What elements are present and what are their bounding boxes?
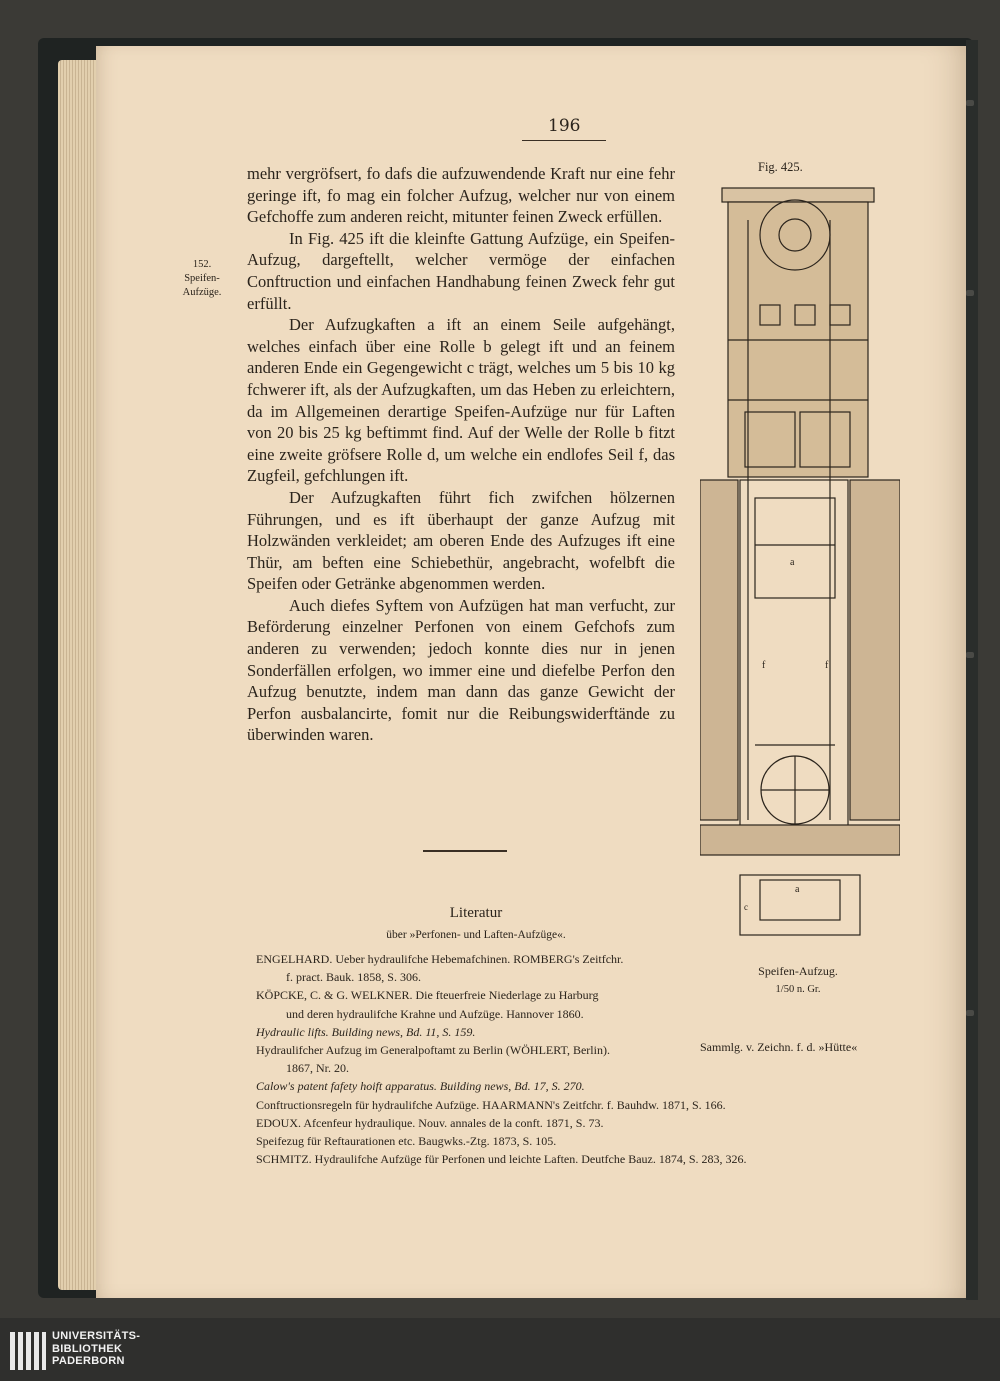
car-a [755, 498, 835, 598]
reference: SCHMITZ. Hydraulifche Aufzüge für Perfonen und leichte Laften. Deutfche Bauz. 1874, S. 283, 326. [256, 1152, 747, 1167]
paragraph: Der Aufzugkaften führt fich zwifchen hölzernen Führungen, und es ift überhaupt der ganze Aufzug mit Holzwänden verkleidet; am oberen Ende des Aufzuges ift eine Thür, am beften eine Schiebethür, angebracht, wofelbft die Speifen oder Getränke abgenommen werden. [247, 487, 675, 594]
figure-credit: Sammlg. v. Zeichn. f. d. »Hütte« [700, 1040, 858, 1054]
paragraph: Der Aufzugkaften a ift an einem Seile aufgehängt, welches einfach über eine Rolle b gelegt ift und an feinem anderen Ende ein Gegengewicht c trägt, welches um 5 bis 10 kg fchwerer ift, als der Aufzugkaften, um das Heben zu erleichtern, da im Allgemeinen derartige Speifen-Aufzüge nur für Laften von 20 bis 25 kg beftimmt find. Auf der Welle der Rolle b fitzt eine zweite gröfsere Rolle d, um welche ein endlofes Seil f, das Zugfeil, gefchlungen ift. [247, 315, 675, 486]
drawing-label-a: a [795, 884, 800, 895]
plan-car [760, 880, 840, 920]
figure-caption: Speifen-Aufzug. [758, 964, 838, 978]
reference: Speifezug für Reftaurationen etc. Baugwks.-Ztg. 1873, S. 105. [256, 1134, 557, 1149]
margin-note-line: Speifen- [184, 273, 220, 284]
figure-scale: 1/50 n. Gr. [775, 984, 821, 995]
reference: und deren hydraulifche Krahne und Aufzüge. Hannover 1860. [286, 1006, 584, 1021]
reference-list [256, 950, 747, 1168]
elevator-drawing [700, 180, 900, 960]
section-divider [423, 850, 507, 852]
library-name[interactable] [52, 1330, 140, 1368]
binding-clip [966, 1010, 974, 1016]
drawing-label-c: c [744, 902, 748, 912]
reference: f. pract. Bauk. 1858, S. 306. [286, 970, 421, 985]
drawing-label-f: f [762, 660, 766, 671]
reference: EDOUX. Afcenfeur hydraulique. Nouv. annales de la conft. 1871, S. 73. [256, 1115, 604, 1130]
library-name-line: UNIVERSITÄTS- [52, 1330, 141, 1342]
margin-note-line: Aufzüge. [182, 287, 222, 298]
binding-clip [966, 100, 974, 106]
reference: ENGELHARD. Ueber hydraulifche Hebemafchinen. ROMBERG's Zeitfchr. [256, 952, 624, 966]
page-number: 196 [548, 116, 581, 136]
drawing-label-f: f [825, 660, 829, 671]
library-footer [0, 1318, 1000, 1381]
literature-subtitle: über »Perfonen- und Laften-Aufzüge«. [386, 929, 566, 941]
margin-note-number: 152. [192, 259, 212, 270]
reference: 1867, Nr. 20. [286, 1061, 349, 1076]
wall-left [700, 480, 738, 820]
floor-slab [700, 825, 900, 855]
reference: Hydraulic lifts. Building news, Bd. 11, S. 159. [256, 1024, 476, 1039]
reference: Hydraulifcher Aufzug im Generalpoftamt zu Berlin (WÖHLERT, Berlin). [256, 1043, 610, 1058]
literature-title: Literatur [449, 905, 503, 921]
reference: Calow's patent fafety hoift apparatus. Building news, Bd. 17, S. 270. [256, 1079, 585, 1094]
main-text [247, 163, 675, 746]
wall-right [850, 480, 900, 820]
figure-label: Fig. 425. [758, 160, 803, 174]
binding-clip [966, 652, 974, 658]
shaft [740, 480, 848, 830]
paragraph: mehr vergröfsert, fo dafs die aufzuwendende Kraft nur eine fehr geringe ift, fo mag ein folcher Aufzug, welcher nur von einem Gefchoffe zum anderen reicht, mitunter feinen Zweck erfüllen. [247, 164, 675, 227]
plan-view [740, 875, 860, 935]
book-edge [966, 40, 978, 1300]
library-logo-icon [10, 1332, 46, 1370]
library-name-line: PADERBORN [52, 1355, 125, 1367]
margin-note [176, 258, 228, 300]
binding-clip [966, 290, 974, 296]
drawing-label-a: a [790, 557, 795, 568]
reference: KÖPCKE, C. & G. WELKNER. Die fteuerfreie Niederlage zu Harburg [256, 988, 599, 1003]
paragraph: Auch diefes Syftem von Aufzügen hat man verfucht, zur Beförderung einzelner Perfonen von einem Gefchofs zum anderen zu verwenden; jedoch konnte dies nur in jenen Sonderfällen erfolgen, wo immer eine und diefelbe Perfon den Aufzug benutzte, indem man dann das ganze Gewicht der Perfon ausbalancirte, fomit nur die Reibungswiderftände zu überwinden waren. [247, 595, 675, 745]
library-name-line: BIBLIOTHEK [52, 1342, 123, 1355]
paragraph: In Fig. 425 ift die kleinfte Gattung Aufzüge, ein Speifen-Aufzug, dargeftellt, welcher vermöge der einfachen Conftruction und einfachen Handhabung feinen Zweck fehr gut erfüllt. [247, 228, 675, 313]
page-number-rule [522, 140, 606, 141]
reference: Conftructionsregeln für hydraulifche Aufzüge. HAARMANN's Zeitfchr. f. Bauhdw. 1871, S. 166. [256, 1097, 726, 1112]
